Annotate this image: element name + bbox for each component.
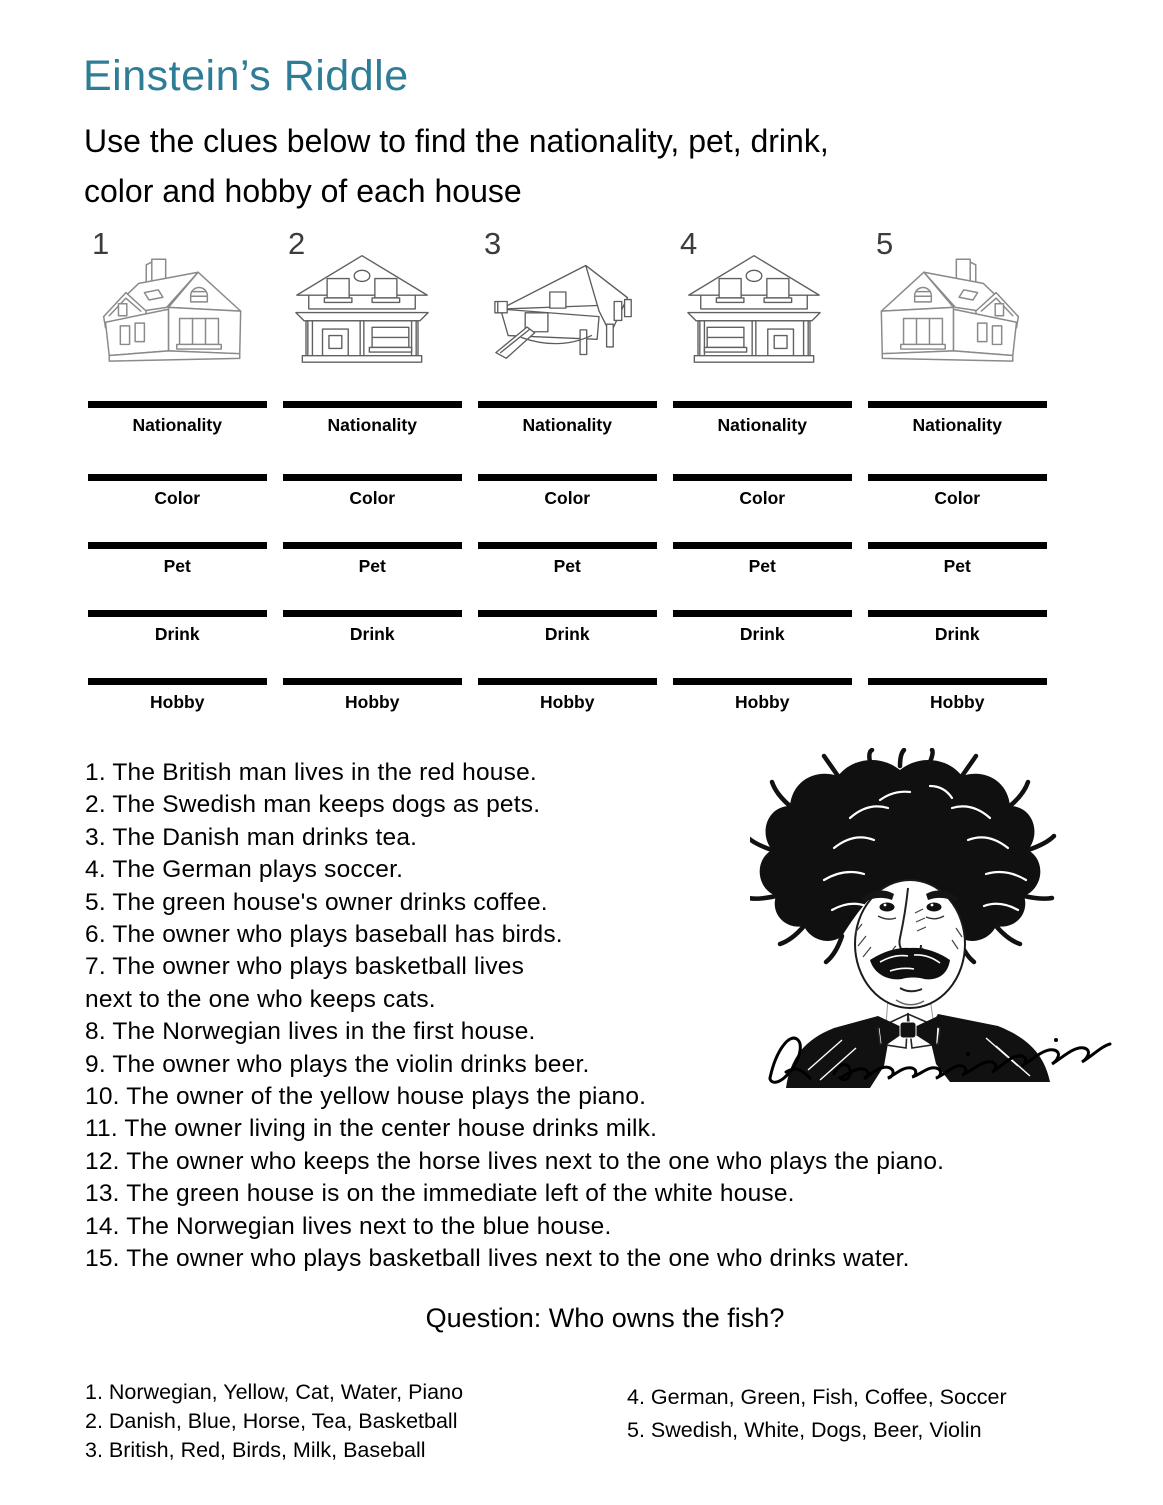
answer-line: 2. Danish, Blue, Horse, Tea, Basketball [85, 1408, 458, 1433]
house-3-illustration [493, 254, 635, 366]
fill-in-cell [673, 610, 852, 645]
grid-row [88, 610, 1047, 645]
clue-line: 10. The owner of the yellow house plays the piano. [85, 1083, 647, 1111]
field-label: Color [739, 488, 786, 508]
blank-line [283, 542, 462, 549]
fill-in-cell [478, 678, 657, 713]
question-text: Question: Who owns the fish? [425, 1303, 785, 1333]
field-label: Nationality [132, 415, 222, 435]
clue-line: 6. The owner who plays baseball has birds. [85, 921, 563, 949]
field-label: Hobby [540, 692, 595, 712]
blank-line [283, 610, 462, 617]
clue-line: 8. The Norwegian lives in the first house. [85, 1018, 536, 1046]
field-label: Drink [154, 624, 200, 644]
answer-line: 3. British, Red, Birds, Milk, Baseball [85, 1437, 426, 1462]
house-number-2: 2 [288, 226, 306, 261]
fill-in-cell [673, 474, 852, 509]
page-title: Einstein’s Riddle [83, 52, 409, 100]
blank-line [673, 678, 852, 685]
fill-in-cell [478, 610, 657, 645]
blank-line [868, 678, 1047, 685]
field-label: Drink [739, 624, 785, 644]
fill-in-cell [673, 678, 852, 713]
subtitle-line-2: color and hobby of each house [84, 173, 522, 209]
field-label: Nationality [522, 415, 612, 435]
field-label: Drink [544, 624, 590, 644]
answers-left [85, 1378, 463, 1464]
house-2-illustration [293, 252, 431, 364]
field-label: Hobby [930, 692, 985, 712]
fill-in-cell [868, 678, 1047, 713]
einstein-face [855, 880, 965, 1008]
subtitle-line-1: Use the clues below to find the nationality, pet, drink, [84, 123, 829, 159]
grid-row [88, 474, 1047, 509]
fill-in-cell [88, 678, 267, 713]
field-label: Hobby [735, 692, 790, 712]
fill-in-cell [283, 401, 462, 436]
page-subtitle [84, 116, 829, 216]
field-label: Color [349, 488, 396, 508]
field-label: Pet [358, 556, 386, 576]
fill-in-cell [88, 610, 267, 645]
blank-line [868, 474, 1047, 481]
blank-line [283, 678, 462, 685]
field-label: Nationality [717, 415, 807, 435]
blank-line [88, 401, 267, 408]
house-number-5: 5 [876, 226, 894, 261]
blank-line [88, 678, 267, 685]
blank-line [478, 474, 657, 481]
clue-line: 3. The Danish man drinks tea. [85, 823, 418, 851]
fill-in-grid [88, 401, 1047, 746]
blank-line [88, 474, 267, 481]
field-label: Pet [163, 556, 191, 576]
fill-in-cell [868, 401, 1047, 436]
blank-line [673, 401, 852, 408]
clue-line: 4. The German plays soccer. [85, 856, 404, 884]
einstein-portrait [750, 748, 1126, 1114]
clue-line: 15. The owner who plays basketball lives next to the one who drinks water. [85, 1245, 910, 1273]
clue-line: 5. The green house's owner drinks coffee. [85, 888, 548, 916]
clue-line: next to the one who keeps cats. [85, 985, 436, 1013]
field-label: Pet [748, 556, 776, 576]
blank-line [673, 610, 852, 617]
house-1 [85, 224, 275, 374]
blank-line [283, 474, 462, 481]
fill-in-cell [478, 474, 657, 509]
blank-line [868, 542, 1047, 549]
blank-line [478, 542, 657, 549]
house-3 [477, 224, 667, 374]
field-label: Hobby [345, 692, 400, 712]
field-label: Color [934, 488, 981, 508]
house-number-4: 4 [680, 226, 698, 261]
answer-line: 5. Swedish, White, Dogs, Beer, Violin [627, 1417, 982, 1442]
field-label: Color [544, 488, 591, 508]
clue-line: 7. The owner who plays basketball lives [85, 953, 525, 981]
answer-line: 1. Norwegian, Yellow, Cat, Water, Piano [85, 1380, 464, 1404]
house-5 [869, 224, 1059, 374]
house-number-1: 1 [92, 226, 110, 261]
clue-line: 12. The owner who keeps the horse lives next to the one who plays the piano. [85, 1147, 945, 1175]
fill-in-cell [283, 610, 462, 645]
fill-in-cell [88, 542, 267, 577]
fill-in-cell [478, 542, 657, 577]
field-label: Pet [553, 556, 581, 576]
fill-in-cell [88, 401, 267, 436]
blank-line [478, 401, 657, 408]
answers-right [627, 1381, 1007, 1446]
blank-line [88, 542, 267, 549]
fill-in-cell [283, 678, 462, 713]
house-number-3: 3 [484, 226, 502, 261]
fill-in-cell [868, 542, 1047, 577]
fill-in-cell [868, 474, 1047, 509]
fill-in-cell [88, 474, 267, 509]
houses-row [0, 224, 1163, 374]
clue-line: 1. The British man lives in the red house. [85, 759, 537, 786]
clue-line: 14. The Norwegian lives next to the blue house. [85, 1212, 612, 1240]
field-label: Color [154, 488, 201, 508]
field-label: Pet [943, 556, 971, 576]
fill-in-cell [283, 474, 462, 509]
grid-row [88, 542, 1047, 577]
fill-in-cell [283, 542, 462, 577]
grid-row [88, 401, 1047, 436]
house-1-illustration [87, 250, 249, 375]
field-label: Hobby [150, 692, 205, 712]
grid-row [88, 678, 1047, 713]
clue-line: 2. The Swedish man keeps dogs as pets. [85, 791, 541, 819]
blank-line [868, 610, 1047, 617]
blank-line [673, 542, 852, 549]
blank-line [478, 610, 657, 617]
clue-line: 9. The owner who plays the violin drinks beer. [85, 1050, 590, 1078]
house-5-illustration [873, 250, 1035, 375]
clue-line: 13. The green house is on the immediate left of the white house. [85, 1180, 795, 1208]
fill-in-cell [673, 401, 852, 436]
fill-in-cell [673, 542, 852, 577]
blank-line [283, 401, 462, 408]
house-4-illustration [685, 252, 823, 364]
house-4 [673, 224, 863, 374]
house-2 [281, 224, 471, 374]
fill-in-cell [478, 401, 657, 436]
blank-line [673, 474, 852, 481]
clue-line: 11. The owner living in the center house drinks milk. [85, 1115, 658, 1143]
field-label: Nationality [912, 415, 1002, 435]
blank-line [88, 610, 267, 617]
blank-line [478, 678, 657, 685]
field-label: Nationality [327, 415, 417, 435]
answer-line: 4. German, Green, Fish, Coffee, Soccer [627, 1385, 1007, 1409]
field-label: Drink [349, 624, 395, 644]
field-label: Drink [934, 624, 980, 644]
fill-in-cell [868, 610, 1047, 645]
blank-line [868, 401, 1047, 408]
